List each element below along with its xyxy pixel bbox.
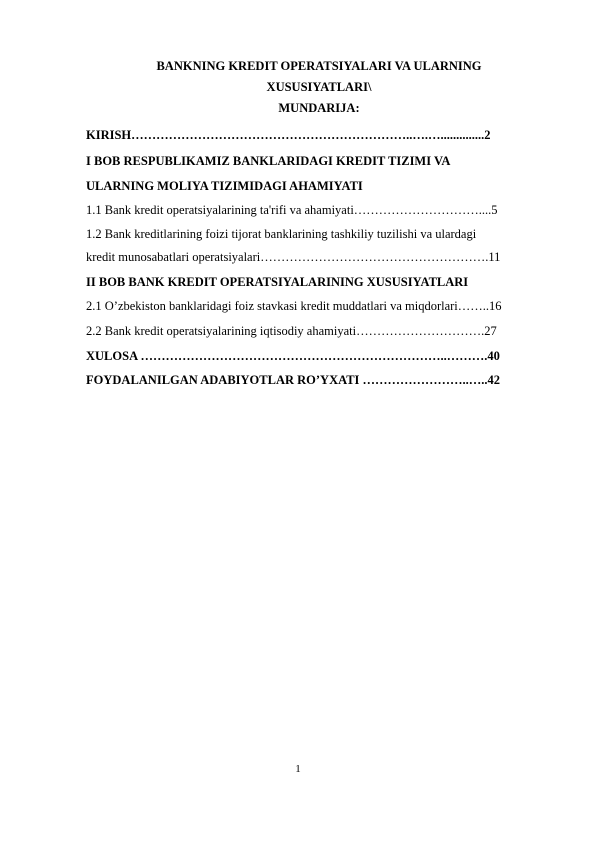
toc-entry-chapter-1-line-1: I BOB RESPUBLIKAMIZ BANKLARIDAGI KREDIT TIZIMI VA [86, 154, 451, 168]
toc-entry-introduction: KIRISH…………………………………………………………..….…..............2 [86, 128, 491, 142]
page-number: 1 [295, 763, 301, 775]
document-title-line-2: XUSUSIYATLARI\ [266, 80, 372, 94]
contents-heading: MUNDARIJA: [278, 101, 360, 115]
toc-entry-section-1-2-line-2: kredit munosabatlari operatsiyalari……………………………………………….11 [86, 250, 501, 264]
toc-entry-section-2-1: 2.1 O’zbekiston banklaridagi foiz stavkasi kredit muddatlari va miqdorlari……..16 [86, 299, 502, 313]
toc-entry-section-1-1: 1.1 Bank kredit operatsiyalarining ta'rifi va ahamiyati…………………………....5 [86, 203, 498, 217]
toc-entry-conclusion: XULOSA ………………………………………………………………..……….40 [86, 349, 500, 363]
document-title-line-1: BANKNING KREDIT OPERATSIYALARI VA ULARNING [156, 59, 482, 73]
toc-entry-chapter-2: II BOB BANK KREDIT OPERATSIYALARINING XUSUSIYATLARI [86, 275, 469, 289]
toc-entry-references: FOYDALANILGAN ADABIYOTLAR RO’YXATI ……………………..…..42 [86, 373, 501, 387]
toc-entry-section-1-2-line-1: 1.2 Bank kreditlarining foizi tijorat banklarining tashkiliy tuzilishi va ulardagi [86, 227, 477, 241]
toc-entry-chapter-1-line-2: ULARNING MOLIYA TIZIMIDAGI AHAMIYATI [86, 179, 363, 193]
toc-entry-section-2-2: 2.2 Bank kredit operatsiyalarining iqtisodiy ahamiyati………………………….27 [86, 324, 497, 338]
